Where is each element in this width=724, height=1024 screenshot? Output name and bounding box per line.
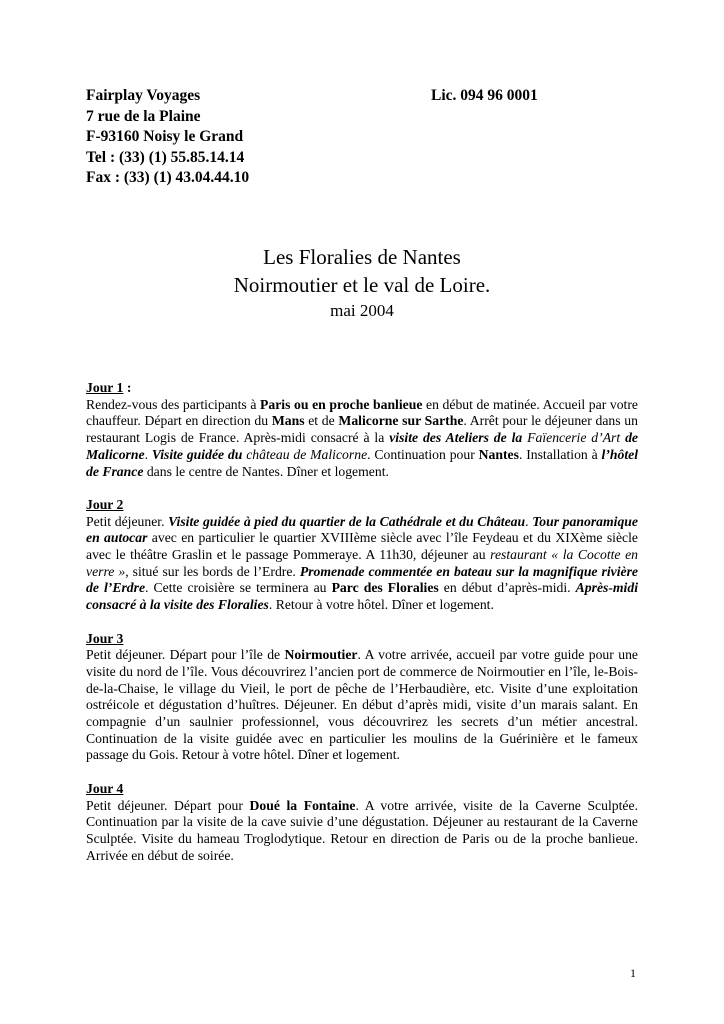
text-segment: Petit déjeuner. Départ pour	[86, 797, 250, 813]
day-heading	[86, 631, 638, 648]
fax-number: Fax : (33) (1) 43.04.44.10	[86, 169, 250, 186]
phone-number: Tel : (33) (1) 55.85.14.14	[86, 148, 245, 166]
text-segment: l’hôtel de France	[86, 446, 639, 479]
address-city: F-93160 Noisy le Grand	[86, 128, 244, 145]
text-segment: . Continuation pour	[367, 446, 479, 462]
text-segment: Visite guidée à pied du quartier de la Cathédrale et du Château	[168, 513, 526, 529]
text-segment: de Malicorne	[86, 430, 638, 462]
text-segment: Rendez-vous des participants à	[86, 396, 261, 412]
day-heading	[86, 497, 638, 514]
text-segment: Malicorne sur Sarthe	[338, 413, 464, 429]
text-segment: . A votre arrivée, accueil par votre guide pour une visite du nord de l’île. Vous découvrirez l’ancien port de commerce de Noirmoutier en l’île, le-Bois-de-la-Chaise, le village du Vieil, le port de pêche de l’Herbaudière, etc. Visite d’une exploitation ostréicole et dégustation d’huîtres. Déjeuner. En début d’après midi, visite d’un marais salant. En compagnie d’un saulnier professionnel, vous découvrirez les secrets d’un métier ancestral. Continuation de la visite guidée avec en particulier les moulins de la Guérinière et le fameux passage du Gois. Retour à votre hôtel. Dîner et logement.	[86, 647, 638, 763]
day-heading	[86, 380, 638, 397]
text-segment: dans le centre de Nantes. Dîner et logement.	[143, 463, 389, 479]
company-name: Fairplay Voyages	[86, 87, 201, 104]
text-segment: et de	[304, 413, 339, 429]
text-segment: . Arrêt pour le déjeuner dans un restaurant Logis de France. Après-midi consacré à la	[86, 413, 638, 446]
text-segment: Après-midi consacré à la visite des Floralies	[86, 580, 638, 613]
title-date: mai 2004	[330, 301, 394, 320]
text-segment: Promenade commentée en bateau sur la magnifique rivière de l’Erdre	[86, 563, 638, 596]
text-segment: Faïencerie d’Art	[527, 430, 626, 446]
text-segment: en début d’après-midi.	[438, 580, 576, 596]
day-title: Jour 1	[86, 380, 124, 395]
page-number: 1	[630, 966, 636, 980]
text-segment: . A votre arrivée, visite de la Caverne Sculptée. Continuation par la visite de la cave suivie d’une dégustation. Déjeuner au restaurant de la Caverne Sculptée. Visite du hameau Troglodytique. Retour en direction de Paris ou de la proche banlieue. Arrivée en début de soirée.	[86, 797, 638, 863]
day-description	[86, 647, 638, 764]
day-title: Jour 3	[86, 630, 124, 646]
text-segment: . Installation à	[518, 446, 602, 462]
text-segment: . Cette croisière se terminera au	[145, 580, 332, 596]
text-segment: Visite guidée du	[151, 446, 247, 462]
document-title	[0, 243, 724, 323]
text-segment: Nantes	[478, 446, 519, 462]
day-description	[86, 798, 638, 865]
day-heading	[86, 781, 638, 798]
day-section	[86, 497, 638, 614]
day-description	[86, 514, 638, 614]
address-street: 7 rue de la Plaine	[86, 107, 201, 125]
title-line-1: Les Floralies de Nantes	[263, 245, 461, 269]
day-title: Jour 2	[86, 496, 124, 512]
day-title: Jour 4	[86, 780, 124, 796]
text-segment: visite des Ateliers de la	[389, 430, 528, 446]
text-segment: . Retour à votre hôtel. Dîner et logement.	[268, 597, 494, 613]
text-segment: Parc des Floralies	[331, 580, 439, 596]
license-number: Lic. 094 96 0001	[431, 87, 538, 104]
text-segment: .	[525, 513, 533, 529]
day-section	[86, 380, 638, 480]
text-segment: en début de matinée. Accueil par votre chauffeur. Départ en direction du	[86, 396, 638, 429]
day-title-suffix: :	[123, 380, 132, 395]
day-section	[86, 631, 638, 765]
itinerary	[86, 380, 638, 881]
text-segment: , situé sur les bords de l’Erdre.	[125, 563, 300, 579]
text-segment: Paris ou en proche banlieue	[260, 396, 423, 412]
day-section	[86, 781, 638, 865]
text-segment: Petit déjeuner. Départ pour l’île de	[86, 647, 285, 663]
text-segment: Tour panoramique en autocar	[86, 513, 638, 546]
text-segment: Doué la Fontaine	[249, 797, 356, 813]
text-segment: Noirmoutier	[284, 647, 358, 663]
text-segment: avec en particulier le quartier XVIIIème siècle avec l’île Feydeau et du XIXème siècle avec le théâtre Graslin et le passage Pommeraye. A 11h30, déjeuner au	[86, 530, 638, 563]
text-segment: château de Malicorne	[246, 446, 368, 462]
text-segment: Mans	[271, 413, 305, 429]
day-description	[86, 397, 638, 481]
text-segment: Petit déjeuner.	[86, 513, 169, 529]
text-segment: .	[144, 446, 152, 462]
title-line-2: Noirmoutier et le val de Loire.	[233, 273, 491, 297]
text-segment: restaurant « la Cocotte en verre »	[86, 547, 639, 579]
